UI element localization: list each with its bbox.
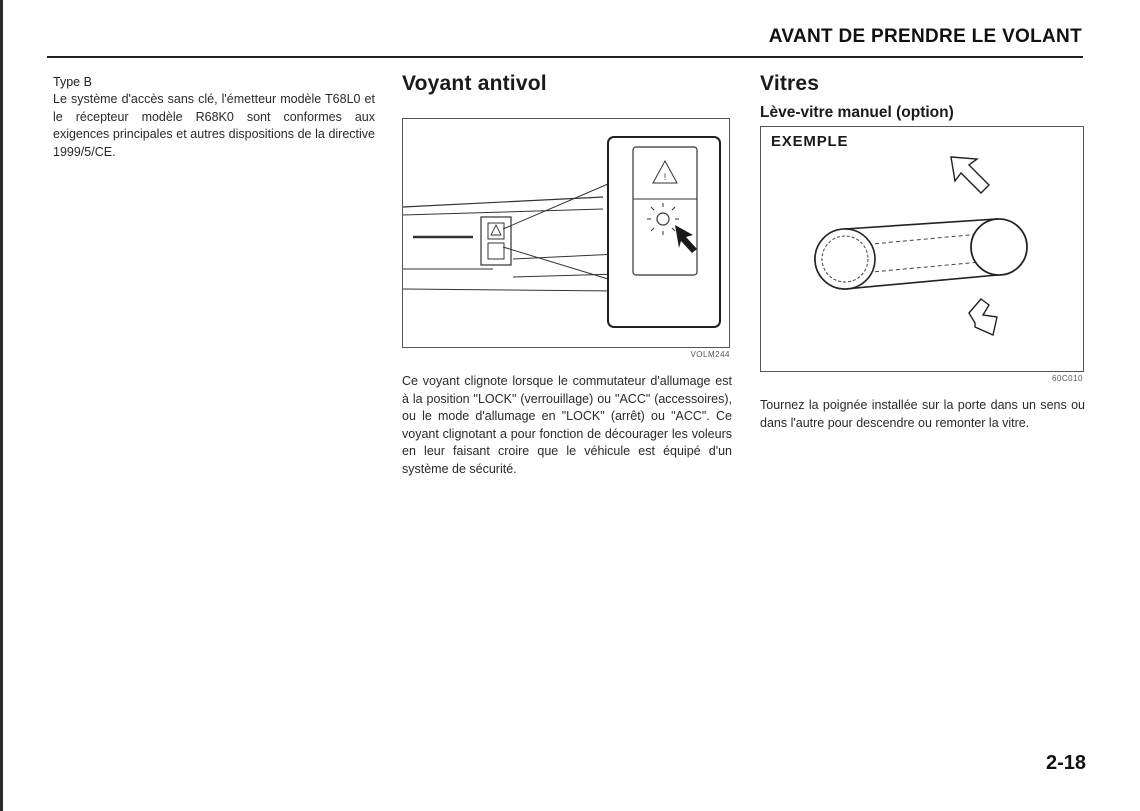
window-crank-figure: [760, 126, 1084, 372]
antitheft-indicator-figure: [402, 118, 730, 348]
page-edge: [0, 0, 3, 811]
section-title-antivol: Voyant antivol: [402, 72, 547, 95]
right-column: [760, 72, 1085, 432]
window-crank-illustration: [761, 127, 1083, 371]
svg-text:!: !: [663, 172, 667, 182]
subtitle-manual-window: Lève-vitre manuel (option): [760, 104, 954, 121]
dashboard-illustration: [403, 119, 729, 347]
antitheft-paragraph: Ce voyant clignote lorsque le commutateur d'allumage est à la position "LOCK" (verrouillage) ou "ACC" (accessoires), ou le mode d'allumage en "LOCK" (arrêt) ou "ACC". Ce voyant clignotant a pour fonction de décourager les voleurs en leur faisant croire que le véhicule est équipé d'un système de sécurité.: [402, 374, 732, 476]
figure-code-mid: VOLM244: [690, 350, 730, 359]
running-head: AVANT DE PRENDRE LE VOLANT: [768, 26, 1082, 47]
example-label: EXEMPLE: [771, 133, 849, 150]
page-number: 2-18: [1045, 752, 1086, 774]
type-heading: Type B: [53, 75, 92, 89]
left-column: [53, 75, 375, 161]
compliance-paragraph: Le système d'accès sans clé, l'émetteur modèle T68L0 et le récepteur modèle R68K0 sont conformes aux exigences principales et autres dispositions de la directive 1999/5/CE.: [53, 92, 375, 159]
header-rule: [47, 56, 1083, 58]
figure-code-right: 60C010: [1051, 374, 1083, 383]
section-title-vitres: Vitres: [760, 72, 820, 95]
middle-column: [402, 72, 732, 478]
window-paragraph: Tournez la poignée installée sur la porte dans un sens ou dans l'autre pour descendre ou remonter la vitre.: [760, 398, 1085, 430]
